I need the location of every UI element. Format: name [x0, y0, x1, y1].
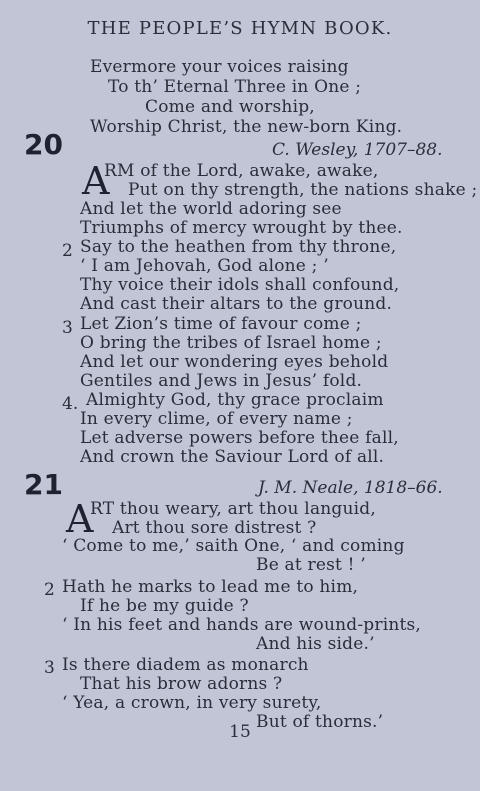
hymn-21-v1-line-3: ‘ Come to me,’ saith One, ‘ and coming — [62, 536, 405, 556]
hymn-20-v3-line-1: Let Zion’s time of favour come ; — [80, 314, 362, 334]
hymn-20-v2-line-1: Say to the heathen from thy throne, — [80, 237, 397, 257]
hymn-20-v1-line-3: And let the world adoring see — [80, 199, 342, 219]
hymn-20-v2-line-2: ‘ I am Jehovah, God alone ; ’ — [80, 256, 329, 276]
hymn-20-v4-line-2: In every clime, of every name ; — [80, 409, 353, 429]
hymn-20-v3-line-3: And let our wondering eyes behold — [80, 352, 389, 372]
hymn-20-author: C. Wesley, 1707–88. — [272, 140, 443, 160]
hymn-20-v3-line-2: O bring the tribes of Israel home ; — [80, 333, 382, 353]
hymn-21-v3-line-1: Is there diadem as monarch — [62, 655, 309, 675]
hymn-number-21: 21 — [24, 468, 63, 501]
hymn-20-v1-line-4: Triumphs of mercy wrought by thee. — [80, 218, 403, 238]
hymn-20-verse-4-number: 4. — [62, 394, 79, 414]
hymn-21-v1-line-4: Be at rest ! ’ — [256, 555, 366, 575]
prev-line-1: Evermore your voices raising — [90, 57, 349, 77]
hymn-21-v3-line-3: ‘ Yea, a crown, in very surety, — [62, 693, 322, 713]
hymn-20-v2-line-3: Thy voice their idols shall confound, — [80, 275, 400, 295]
running-header: THE PEOPLE’S HYMN BOOK. — [87, 18, 393, 39]
hymn-21-verse-2-number: 2 — [44, 580, 55, 600]
hymn-21-v3-line-4: But of thorns.’ — [256, 712, 384, 732]
hymn-21-verse-3-number: 3 — [44, 658, 55, 678]
hymn-21-v1-line-1: RT thou weary, art thou languid, — [90, 499, 376, 519]
prev-line-3: Come and worship, — [145, 97, 315, 117]
hymn-20-v4-line-4: And crown the Saviour Lord of all. — [80, 447, 385, 467]
hymn-20-dropcap: A — [82, 159, 110, 203]
page-number: 15 — [229, 722, 251, 742]
prev-line-2: To th’ Eternal Three in One ; — [108, 77, 362, 97]
hymn-21-v3-line-2: That his brow adorns ? — [80, 674, 283, 694]
hymn-21-v2-line-4: And his side.’ — [256, 634, 375, 654]
prev-line-4: Worship Christ, the new-born King. — [90, 117, 403, 137]
hymn-20-v1-line-2: Put on thy strength, the nations shake ; — [128, 180, 478, 200]
hymn-21-dropcap: A — [66, 497, 94, 541]
hymn-21-v1-line-2: Art thou sore distrest ? — [112, 518, 317, 538]
hymn-20-v4-line-3: Let adverse powers before thee fall, — [80, 428, 399, 448]
hymn-21-author: J. M. Neale, 1818–66. — [258, 478, 443, 498]
hymn-number-20: 20 — [24, 128, 63, 161]
hymn-21-v2-line-2: If he be my guide ? — [80, 596, 249, 616]
hymn-20-v4-line-1: Almighty God, thy grace proclaim — [86, 390, 384, 410]
hymn-21-v2-line-3: ‘ In his feet and hands are wound-prints, — [62, 615, 422, 635]
hymn-21-v2-line-1: Hath he marks to lead me to him, — [62, 577, 359, 597]
hymn-20-v3-line-4: Gentiles and Jews in Jesus’ fold. — [80, 371, 363, 391]
hymn-20-v2-line-4: And cast their altars to the ground. — [80, 294, 393, 314]
hymn-20-verse-3-number: 3 — [62, 318, 73, 338]
hymn-20-v1-line-1: RM of the Lord, awake, awake, — [104, 161, 379, 181]
hymn-20-verse-2-number: 2 — [62, 241, 73, 261]
